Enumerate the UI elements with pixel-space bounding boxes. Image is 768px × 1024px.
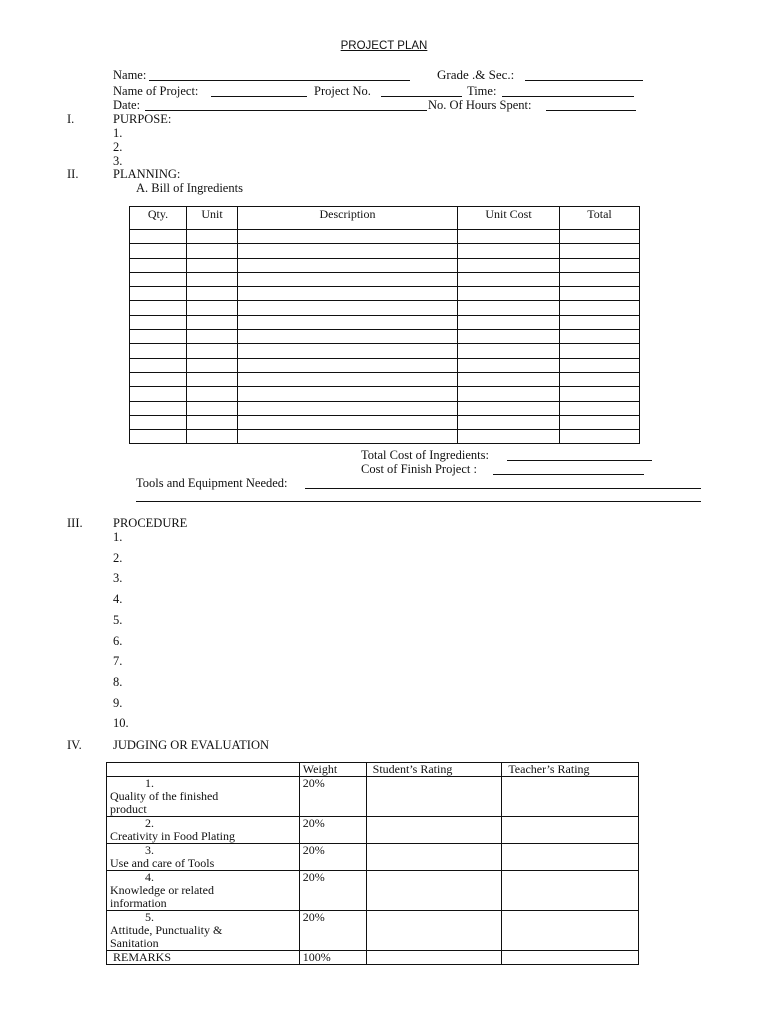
bill-cell[interactable] <box>238 330 458 344</box>
teacher-rating-cell[interactable] <box>502 777 639 817</box>
criterion-cell <box>107 844 300 871</box>
grade-field[interactable] <box>525 80 643 81</box>
tools-field-line-1[interactable] <box>305 488 701 489</box>
total-cost-field[interactable] <box>507 460 652 461</box>
column-header-student-rating: Student’s Rating <box>366 763 502 777</box>
bill-cell[interactable] <box>187 387 238 401</box>
remarks-student-cell[interactable] <box>366 951 502 965</box>
bill-cell[interactable] <box>187 358 238 372</box>
bill-cell[interactable] <box>238 272 458 286</box>
table-row <box>130 315 640 329</box>
column-header-weight: Weight <box>299 763 366 777</box>
criterion-number: 4. <box>145 870 154 884</box>
bill-cell[interactable] <box>187 315 238 329</box>
bill-cell[interactable] <box>238 287 458 301</box>
bill-cell[interactable] <box>238 230 458 244</box>
criterion-text: Creativity in Food Plating <box>110 829 235 843</box>
column-header-total: Total <box>560 207 640 230</box>
criterion-weight: 20% <box>299 844 366 871</box>
bill-cell[interactable] <box>458 287 560 301</box>
project-name-label: Name of Project: <box>113 84 199 98</box>
bill-cell[interactable] <box>458 372 560 386</box>
table-row <box>130 430 640 444</box>
section-number-judging: IV. <box>67 738 82 752</box>
project-no-field[interactable] <box>381 96 462 97</box>
procedure-item: 8. <box>113 674 123 689</box>
bill-cell[interactable] <box>130 330 187 344</box>
evaluation-table-body <box>107 777 639 951</box>
bill-cell[interactable] <box>458 358 560 372</box>
procedure-item: 4. <box>113 592 123 607</box>
table-row <box>107 777 639 817</box>
criterion-weight: 20% <box>299 817 366 844</box>
table-row <box>130 358 640 372</box>
bill-cell[interactable] <box>238 387 458 401</box>
bill-cell[interactable] <box>560 287 640 301</box>
teacher-rating-cell[interactable] <box>502 911 639 951</box>
criterion-cell <box>107 911 300 951</box>
hours-label: No. Of Hours Spent: <box>428 98 532 112</box>
bill-cell[interactable] <box>238 344 458 358</box>
criterion-text: Quality of the finished product <box>110 789 219 816</box>
column-header-unit-cost: Unit Cost <box>458 207 560 230</box>
criterion-number: 1. <box>145 776 154 790</box>
project-name-field[interactable] <box>211 96 307 97</box>
bill-cell[interactable] <box>187 330 238 344</box>
bill-cell[interactable] <box>187 258 238 272</box>
student-rating-cell[interactable] <box>366 817 502 844</box>
bill-cell[interactable] <box>560 401 640 415</box>
teacher-rating-cell[interactable] <box>502 871 639 911</box>
bill-cell[interactable] <box>130 344 187 358</box>
bill-cell[interactable] <box>187 272 238 286</box>
bill-cell[interactable] <box>560 344 640 358</box>
section-heading-purpose: PURPOSE: <box>113 112 172 126</box>
table-row <box>130 415 640 429</box>
bill-cell[interactable] <box>560 330 640 344</box>
bill-cell[interactable] <box>130 230 187 244</box>
bill-cell[interactable] <box>238 244 458 258</box>
bill-cell[interactable] <box>560 272 640 286</box>
column-header-description: Description <box>238 207 458 230</box>
bill-cell[interactable] <box>458 430 560 444</box>
date-field[interactable] <box>145 110 427 111</box>
table-row <box>130 401 640 415</box>
table-row <box>130 287 640 301</box>
bill-of-ingredients-table <box>129 206 640 444</box>
name-label: Name: <box>113 68 147 82</box>
student-rating-cell[interactable] <box>366 844 502 871</box>
criterion-weight: 20% <box>299 777 366 817</box>
bill-cell[interactable] <box>458 330 560 344</box>
bill-cell[interactable] <box>560 358 640 372</box>
bill-cell[interactable] <box>238 401 458 415</box>
bill-cell[interactable] <box>187 415 238 429</box>
bill-cell[interactable] <box>560 415 640 429</box>
bill-cell[interactable] <box>458 344 560 358</box>
bill-cell[interactable] <box>130 358 187 372</box>
bill-cell[interactable] <box>238 258 458 272</box>
bill-cell[interactable] <box>560 430 640 444</box>
procedure-item: 7. <box>113 654 123 669</box>
bill-cell[interactable] <box>130 244 187 258</box>
procedure-item: 1. <box>113 530 123 544</box>
table-row <box>130 387 640 401</box>
bill-cell[interactable] <box>560 387 640 401</box>
remarks-label: REMARKS <box>107 951 300 965</box>
bill-cell[interactable] <box>238 430 458 444</box>
bill-cell[interactable] <box>238 372 458 386</box>
bill-cell[interactable] <box>458 258 560 272</box>
procedure-item: 3. <box>113 571 123 586</box>
table-row <box>107 871 639 911</box>
bill-cell[interactable] <box>130 401 187 415</box>
teacher-rating-cell[interactable] <box>502 817 639 844</box>
bill-cell[interactable] <box>238 301 458 315</box>
section-number-purpose: I. <box>67 112 75 126</box>
criterion-weight: 20% <box>299 911 366 951</box>
bill-cell[interactable] <box>560 301 640 315</box>
bill-cell[interactable] <box>238 415 458 429</box>
teacher-rating-cell[interactable] <box>502 844 639 871</box>
tools-field-line-2[interactable] <box>136 501 701 502</box>
date-label: Date: <box>113 98 141 112</box>
table-header-row <box>107 763 639 777</box>
criterion-weight: 20% <box>299 871 366 911</box>
remarks-teacher-cell[interactable] <box>502 951 639 965</box>
table-row <box>130 244 640 258</box>
table-row <box>130 272 640 286</box>
procedure-item: 5. <box>113 612 123 627</box>
table-header-row <box>130 207 640 230</box>
purpose-item: 1. <box>113 126 123 140</box>
evaluation-table <box>106 762 639 965</box>
section-number-procedure: III. <box>67 516 83 530</box>
criterion-text: Knowledge or related information <box>110 883 214 910</box>
bill-cell[interactable] <box>560 244 640 258</box>
bill-subheading: A. Bill of Ingredients <box>136 181 243 195</box>
criterion-text: Attitude, Punctuality & Sanitation <box>110 923 223 950</box>
section-number-planning: II. <box>67 167 79 181</box>
bill-cell[interactable] <box>130 258 187 272</box>
name-field[interactable] <box>149 80 410 81</box>
criterion-cell <box>107 871 300 911</box>
bill-cell[interactable] <box>187 301 238 315</box>
bill-cell[interactable] <box>187 430 238 444</box>
bill-cell[interactable] <box>560 372 640 386</box>
bill-cell[interactable] <box>458 415 560 429</box>
column-header-teacher-rating: Teacher’s Rating <box>502 763 639 777</box>
hours-field[interactable] <box>546 110 636 111</box>
column-header-unit: Unit <box>187 207 238 230</box>
column-header-criteria <box>107 763 300 777</box>
table-row <box>130 330 640 344</box>
criterion-number: 2. <box>145 816 154 830</box>
procedure-item: 2. <box>113 550 123 565</box>
table-row <box>107 911 639 951</box>
grade-label: Grade .& Sec.: <box>437 67 515 82</box>
table-row <box>130 372 640 386</box>
bill-cell[interactable] <box>560 230 640 244</box>
table-row <box>107 817 639 844</box>
purpose-item: 3. <box>113 154 123 168</box>
criterion-text: Use and care of Tools <box>110 856 215 870</box>
tools-label: Tools and Equipment Needed: <box>136 476 288 490</box>
table-row <box>107 844 639 871</box>
bill-cell[interactable] <box>458 401 560 415</box>
student-rating-cell[interactable] <box>366 777 502 817</box>
remarks-row <box>107 951 639 965</box>
criterion-cell <box>107 817 300 844</box>
bill-cell[interactable] <box>187 244 238 258</box>
bill-cell[interactable] <box>187 230 238 244</box>
bill-cell[interactable] <box>238 358 458 372</box>
bill-cell[interactable] <box>130 387 187 401</box>
bill-cell[interactable] <box>187 344 238 358</box>
table-row <box>130 258 640 272</box>
finish-cost-field[interactable] <box>493 474 644 475</box>
column-header-qty: Qty. <box>130 207 187 230</box>
criterion-cell <box>107 777 300 817</box>
procedure-item: 6. <box>113 633 123 648</box>
bill-cell[interactable] <box>130 287 187 301</box>
bill-cell[interactable] <box>458 272 560 286</box>
criterion-number: 5. <box>145 910 154 924</box>
bill-cell[interactable] <box>130 272 187 286</box>
finish-cost-label: Cost of Finish Project : <box>361 462 477 476</box>
section-heading-planning: PLANNING: <box>113 167 181 181</box>
procedure-item: 9. <box>113 695 123 710</box>
bill-cell[interactable] <box>130 301 187 315</box>
bill-cell[interactable] <box>560 315 640 329</box>
student-rating-cell[interactable] <box>366 871 502 911</box>
project-no-label: Project No. <box>314 84 371 98</box>
bill-cell[interactable] <box>238 315 458 329</box>
section-heading-judging: JUDGING OR EVALUATION <box>113 738 270 752</box>
bill-cell[interactable] <box>130 372 187 386</box>
bill-cell[interactable] <box>458 315 560 329</box>
student-rating-cell[interactable] <box>366 911 502 951</box>
bill-cell[interactable] <box>458 301 560 315</box>
bill-cell[interactable] <box>560 258 640 272</box>
time-field[interactable] <box>502 96 634 97</box>
section-heading-procedure: PROCEDURE <box>113 516 188 530</box>
bill-cell[interactable] <box>187 287 238 301</box>
bill-cell[interactable] <box>458 244 560 258</box>
page-title: PROJECT PLAN <box>340 40 428 52</box>
time-label: Time: <box>467 84 497 98</box>
total-cost-label: Total Cost of Ingredients: <box>361 448 489 462</box>
table-row <box>130 230 640 244</box>
bill-cell[interactable] <box>458 387 560 401</box>
remarks-weight: 100% <box>299 951 366 965</box>
table-row <box>130 301 640 315</box>
bill-cell[interactable] <box>458 230 560 244</box>
purpose-item: 2. <box>113 140 123 154</box>
bill-cell[interactable] <box>187 401 238 415</box>
bill-cell[interactable] <box>130 315 187 329</box>
bill-cell[interactable] <box>130 430 187 444</box>
bill-table-body <box>130 230 640 444</box>
procedure-item: 10. <box>113 716 129 731</box>
table-row <box>130 344 640 358</box>
bill-cell[interactable] <box>130 415 187 429</box>
criterion-number: 3. <box>145 843 154 857</box>
bill-cell[interactable] <box>187 372 238 386</box>
